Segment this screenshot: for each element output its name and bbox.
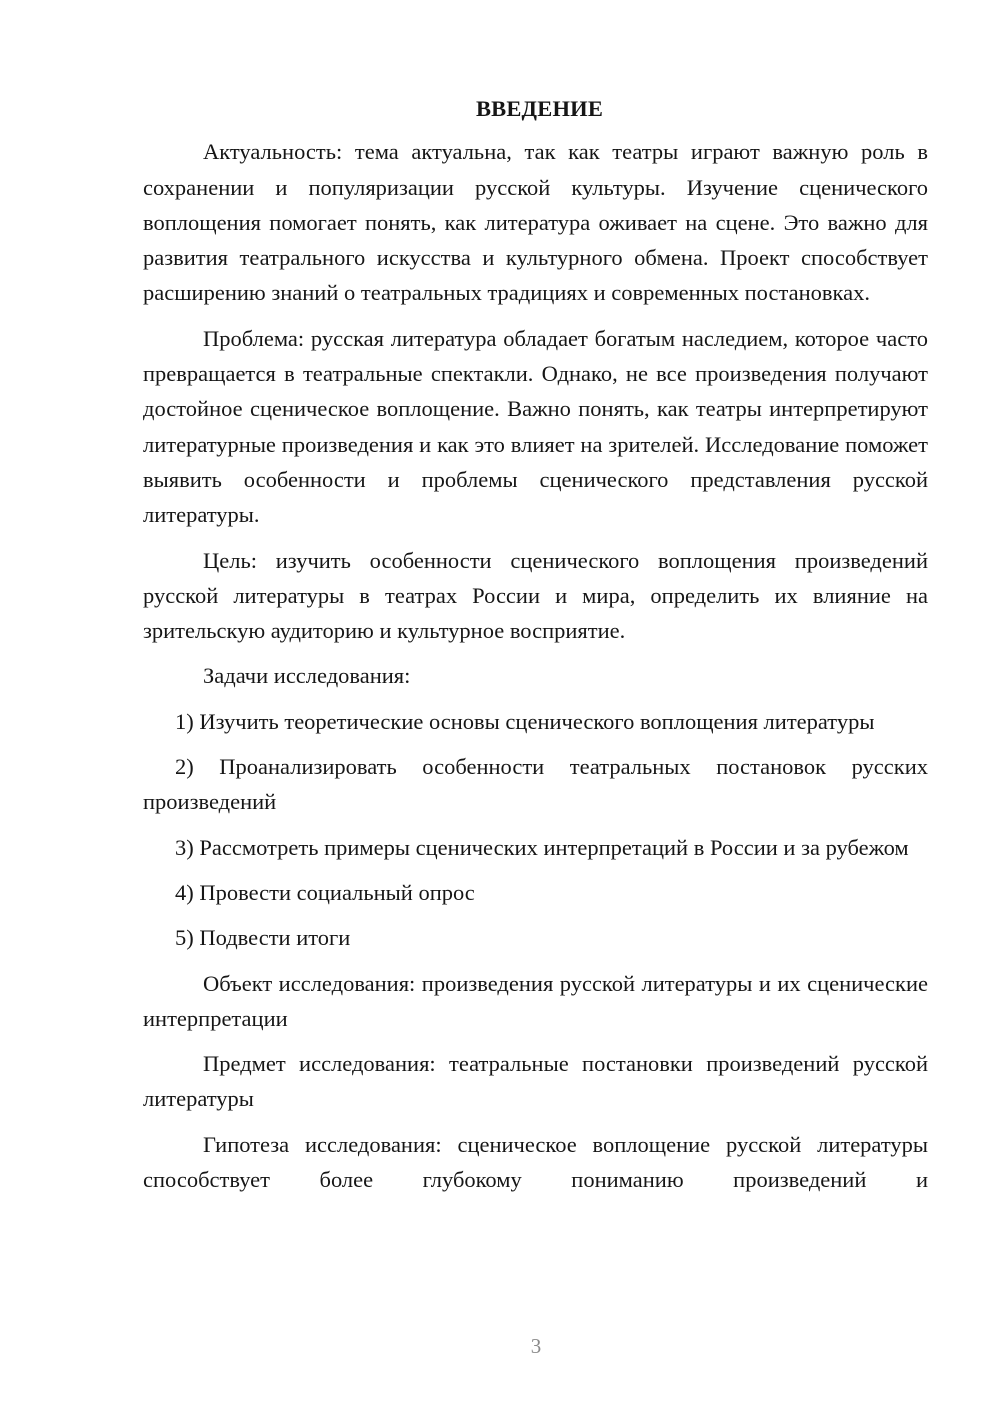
paragraph-subject: Предмет исследования: театральные постановки произведений русской литературы <box>143 1051 928 1112</box>
page-number: 3 <box>530 1334 542 1358</box>
task-item-4: 4) Провести социальный опрос <box>175 879 475 905</box>
section-title: ВВЕДЕНИЕ <box>475 96 604 121</box>
paragraph-hypothesis: Гипотеза исследования: сценическое воплощение русской литературы способствует более глубокому пониманию произведений и <box>143 1131 928 1193</box>
paragraph-object: Объект исследования: произведения русской литературы и их сценические интерпретации <box>143 970 928 1031</box>
task-item-5: 5) Подвести итоги <box>175 925 351 951</box>
paragraph-goal: Цель: изучить особенности сценического воплощения произведений русской литературы в театрах России и мира, определить их влияние на зрительскую аудиторию и культурное восприятие. <box>143 547 928 644</box>
paragraph-relevance: Актуальность: тема актуальна, так как театры играют важную роль в сохранении и популяризации русской культуры. Изучение сценического воплощения помогает понять, как литература оживает на сцене. Это важно для развития театрального искусства и культурного обмена. Проект способствует расширению знаний о театральных традициях и современных постановках. <box>143 139 928 306</box>
paragraph-problem: Проблема: русская литература обладает богатым наследием, которое часто превращается в театральные спектакли. Однако, не все произведения получают достойное сценическое воплощение. Важно понять, как театры интерпретируют литературные произведения и как это влияет на зрителей. Исследование поможет выявить особенности и проблемы сценического представления русской литературы. <box>143 325 928 528</box>
task-item-2: 2) Проанализировать особенности театральных постановок русских произведений <box>143 754 928 815</box>
paragraph-tasks-heading: Задачи исследования: <box>203 663 411 689</box>
page-body <box>143 91 928 1197</box>
task-item-3: 3) Рассмотреть примеры сценических интерпретаций в России и за рубежом <box>175 834 909 860</box>
task-item-1: 1) Изучить теоретические основы сценического воплощения литературы <box>175 708 875 734</box>
